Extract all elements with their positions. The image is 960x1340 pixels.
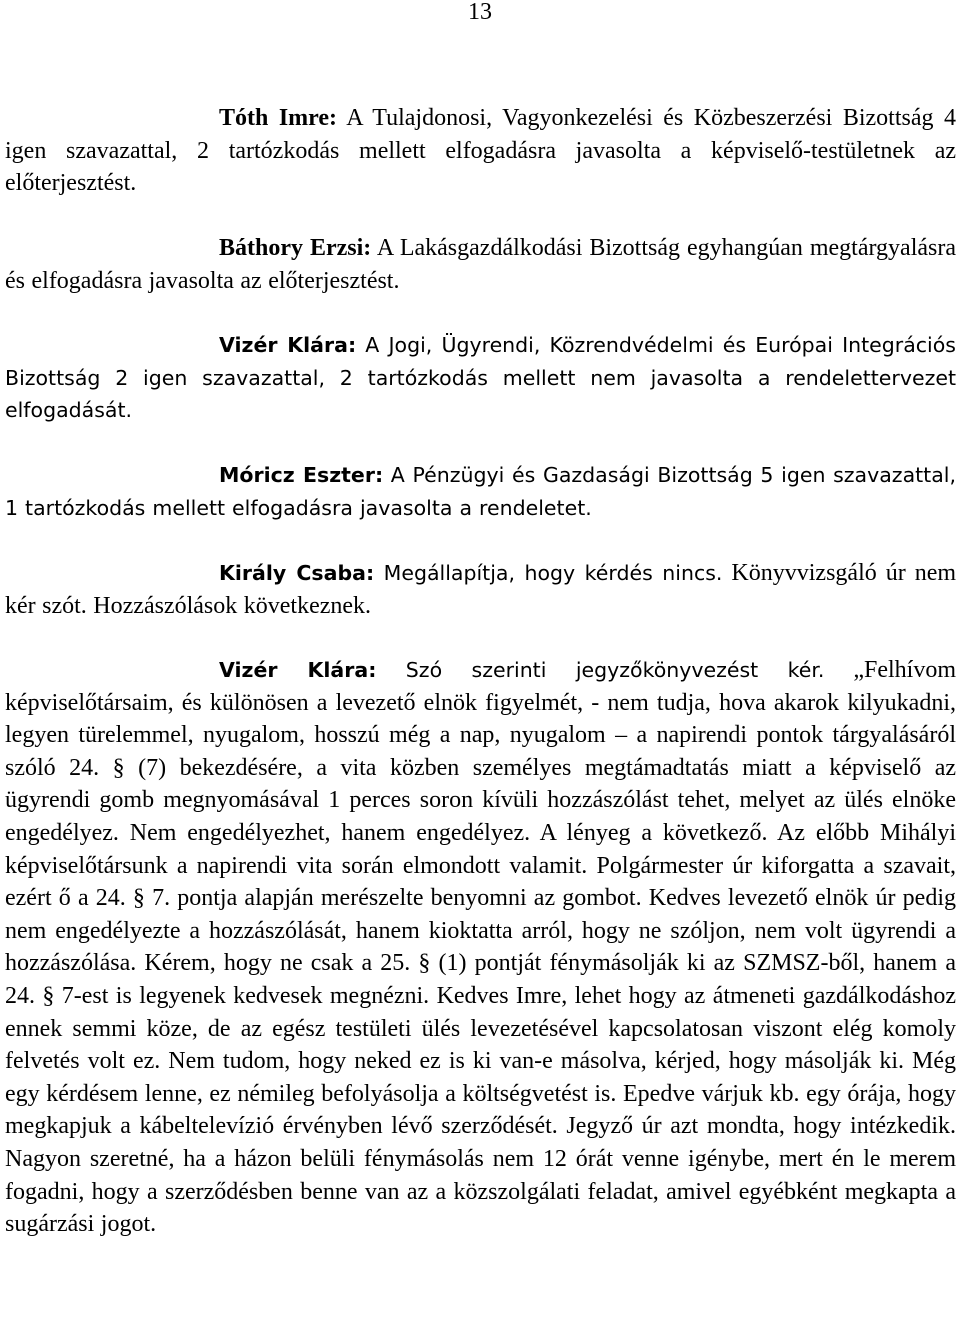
paragraph-text: Megállapítja, hogy kérdés nincs. (374, 561, 723, 585)
paragraph-vizer-klara-2 (5, 654, 956, 1241)
paragraph-kiraly-csaba (5, 557, 956, 622)
paragraph-text-continued: „Felhívom képviselőtársaim, és különösen a levezető elnök figyelmét, - nem tudja, hova akarok kilyukadni, legyen türelemmel, nyugalom, hosszú még a nap, nyugalom – a napirendi pontok tárgyalásáról szóló 24. § (7) bekezdésére, a vita közben személyes megtámadtatás miatt a képviselő az ügyrendi gomb megnyomásával 1 perces soron kívüli hozzászólást tehet, melyet az ülés elnöke engedélyez. Nem engedélyezhet, hanem engedélyez. A lényeg a következő. Az előbb Mihályi képviselőtársunk a napirendi vita során elmondott valamit. Polgármester úr kiforgatta a szavait, ezért ő a 24. § 7. pontja alapján merészelte benyomni az gombot. Kedves levezető elnök úr pedig nem engedélyezte a hozzászólását, hanem kioktatta arról, hogy ne szóljon, nem volt ügyrendi a hozzászólása. Kérem, hogy ne csak a 25. § (1) pontját fénymásolják ki az SZMSZ-ből, hanem a 24. § 7-est is legyenek kedvesek megnézni. Kedves Imre, lehet hogy az átmeneti gazdálkodáshoz ennek semmi köze, de az egész testületi ülés levezetésével kapcsolatosan viszont elég komoly felvetés volt ez. Nem tudom, hogy neked ez is ki van-e másolva, kérjed, hogy másolják ki. Még egy kérdésem lenne, ez némileg befolyásolja a költségvetést is. Epedve várjuk kb. egy órája, hogy megkapjuk a kábeltelevízió érvényben lévő szerződését. Jegyző úr azt mondta, hogy intézkedik. Nagyon szeretné, ha a házon belüli fénymásolás nem 12 órát venne igénybe, mert én le merem fogadni, hogy a szerződésben benne van az a közszolgálati feladat, amivel egyébként megkapta a sugárzási jogot. (5, 657, 956, 1238)
speaker-name: Vizér Klára: (219, 658, 377, 682)
paragraph-text: A Pénzügyi és Gazdasági Bizottság 5 igen szavazattal, 1 tartózkodás mellett elfogadásra javasolta a rendeletet. (5, 463, 956, 520)
paragraph-bathory-erzsi (5, 232, 956, 297)
paragraph-text-continued: Könyvvizsgáló úr nem kér szót. Hozzászólások következnek. (5, 560, 957, 619)
speaker-name: Móricz Eszter: (219, 463, 384, 487)
paragraph-moricz-eszter (5, 459, 956, 524)
speaker-name: Tóth Imre: (219, 105, 338, 131)
paragraph-text: A Tulajdonosi, Vagyonkezelési és Közbeszerzési Bizottság 4 igen szavazattal, 2 tartózkodás mellett elfogadásra javasolta a képviselő-testületnek az előterjesztést. (5, 105, 956, 197)
paragraph-text: A Jogi, Ügyrendi, Közrendvédelmi és Európai Integrációs Bizottság 2 igen szavazattal, 2 tartózkodás mellett nem javasolta a rendelettervezet elfogadását. (5, 333, 956, 423)
page-number: 13 (468, 0, 492, 25)
paragraph-text: A Lakásgazdálkodási Bizottság egyhangúan megtárgyalásra és elfogadásra javasolta az előterjesztést. (5, 235, 957, 294)
paragraph-toth-imre (5, 102, 956, 200)
speaker-name: Király Csaba: (219, 561, 375, 585)
paragraph-text: Szó szerinti jegyzőkönyvezést kér. (376, 658, 825, 682)
speaker-name: Vizér Klára: (219, 333, 357, 357)
speaker-name: Báthory Erzsi: (219, 235, 372, 261)
paragraph-vizer-klara-1 (5, 329, 956, 427)
